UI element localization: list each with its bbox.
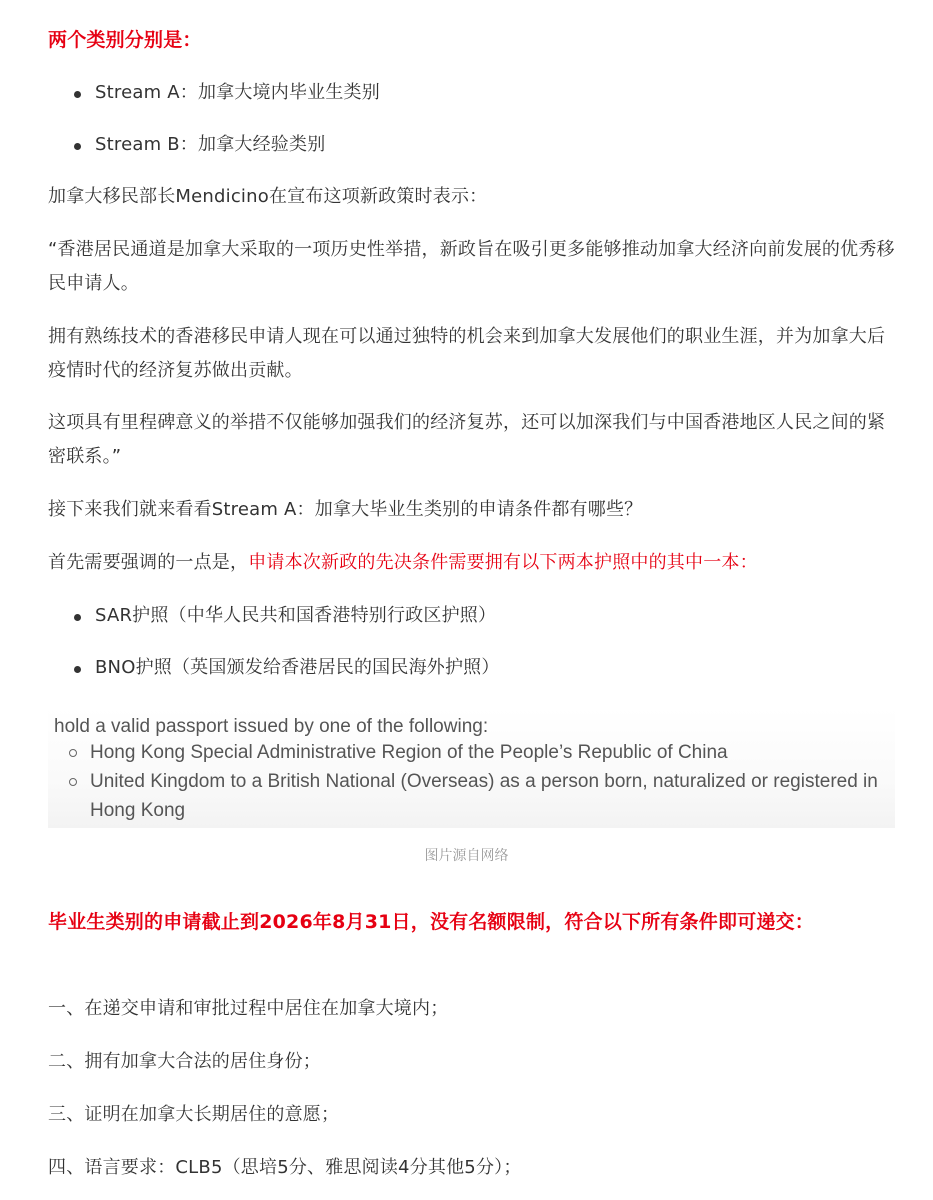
list-item: BNO护照（英国颁发给香港居民的国民海外护照）	[48, 651, 500, 685]
list-item: Hong Kong Special Administrative Region of the People’s Republic of China	[66, 738, 886, 767]
quote-paragraph-2: 拥有熟练技术的香港移民申请人现在可以通过独特的机会来到加拿大发展他们的职业生涯，并为加拿大后疫情时代的经济复苏做出贡献。	[48, 326, 886, 381]
stream-a-intro: 接下来我们就来看看Stream A：加拿大毕业生类别的申请条件都有哪些？	[48, 499, 643, 520]
list-item: Stream A：加拿大境内毕业生类别	[48, 76, 380, 110]
graduate-heading: 毕业生类别的申请截止到2026年8月31日，没有名额限制，符合以下所有条件即可递交：	[48, 911, 814, 933]
prerequisite-paragraph	[48, 546, 895, 580]
list-item: United Kingdom to a British National (Overseas) as a person born, naturalized or registered in Hong Kong	[66, 767, 886, 825]
passport-list	[48, 599, 500, 685]
condition-4: 四、语言要求：CLB5（思培5分、雅思阅读4分其他5分）；	[48, 1157, 522, 1178]
prerequisite-prefix: 首先需要强调的一点是，	[48, 552, 249, 573]
image-passport-list	[66, 738, 886, 825]
quote-paragraph-3: 这项具有里程碑意义的举措不仅能够加强我们的经济复苏，还可以加深我们与中国香港地区人民之间的紧密联系。”	[48, 412, 886, 467]
condition-1: 一、在递交申请和审批过程中居住在加拿大境内；	[48, 998, 449, 1019]
minister-intro: 加拿大移民部长Mendicino在宣布这项新政策时表示：	[48, 186, 488, 207]
condition-3: 三、证明在加拿大长期居住的意愿；	[48, 1104, 340, 1125]
streams-list	[48, 76, 380, 162]
passport-requirement-image	[48, 708, 895, 828]
quote-paragraph-1: “香港居民通道是加拿大采取的一项历史性举措，新政旨在吸引更多能够推动加拿大经济向前发展的优秀移民申请人。	[48, 239, 895, 294]
list-item: Stream B：加拿大经验类别	[48, 128, 380, 162]
streams-heading: 两个类别分别是：	[48, 29, 202, 51]
image-lead-text: hold a valid passport issued by one of the following:	[54, 716, 489, 737]
image-caption: 图片源自网络	[424, 848, 509, 864]
list-item: SAR护照（中华人民共和国香港特别行政区护照）	[48, 599, 500, 633]
condition-2: 二、拥有加拿大合法的居住身份；	[48, 1051, 321, 1072]
prerequisite-highlight: 申请本次新政的先决条件需要拥有以下两本护照中的其中一本：	[248, 552, 758, 573]
